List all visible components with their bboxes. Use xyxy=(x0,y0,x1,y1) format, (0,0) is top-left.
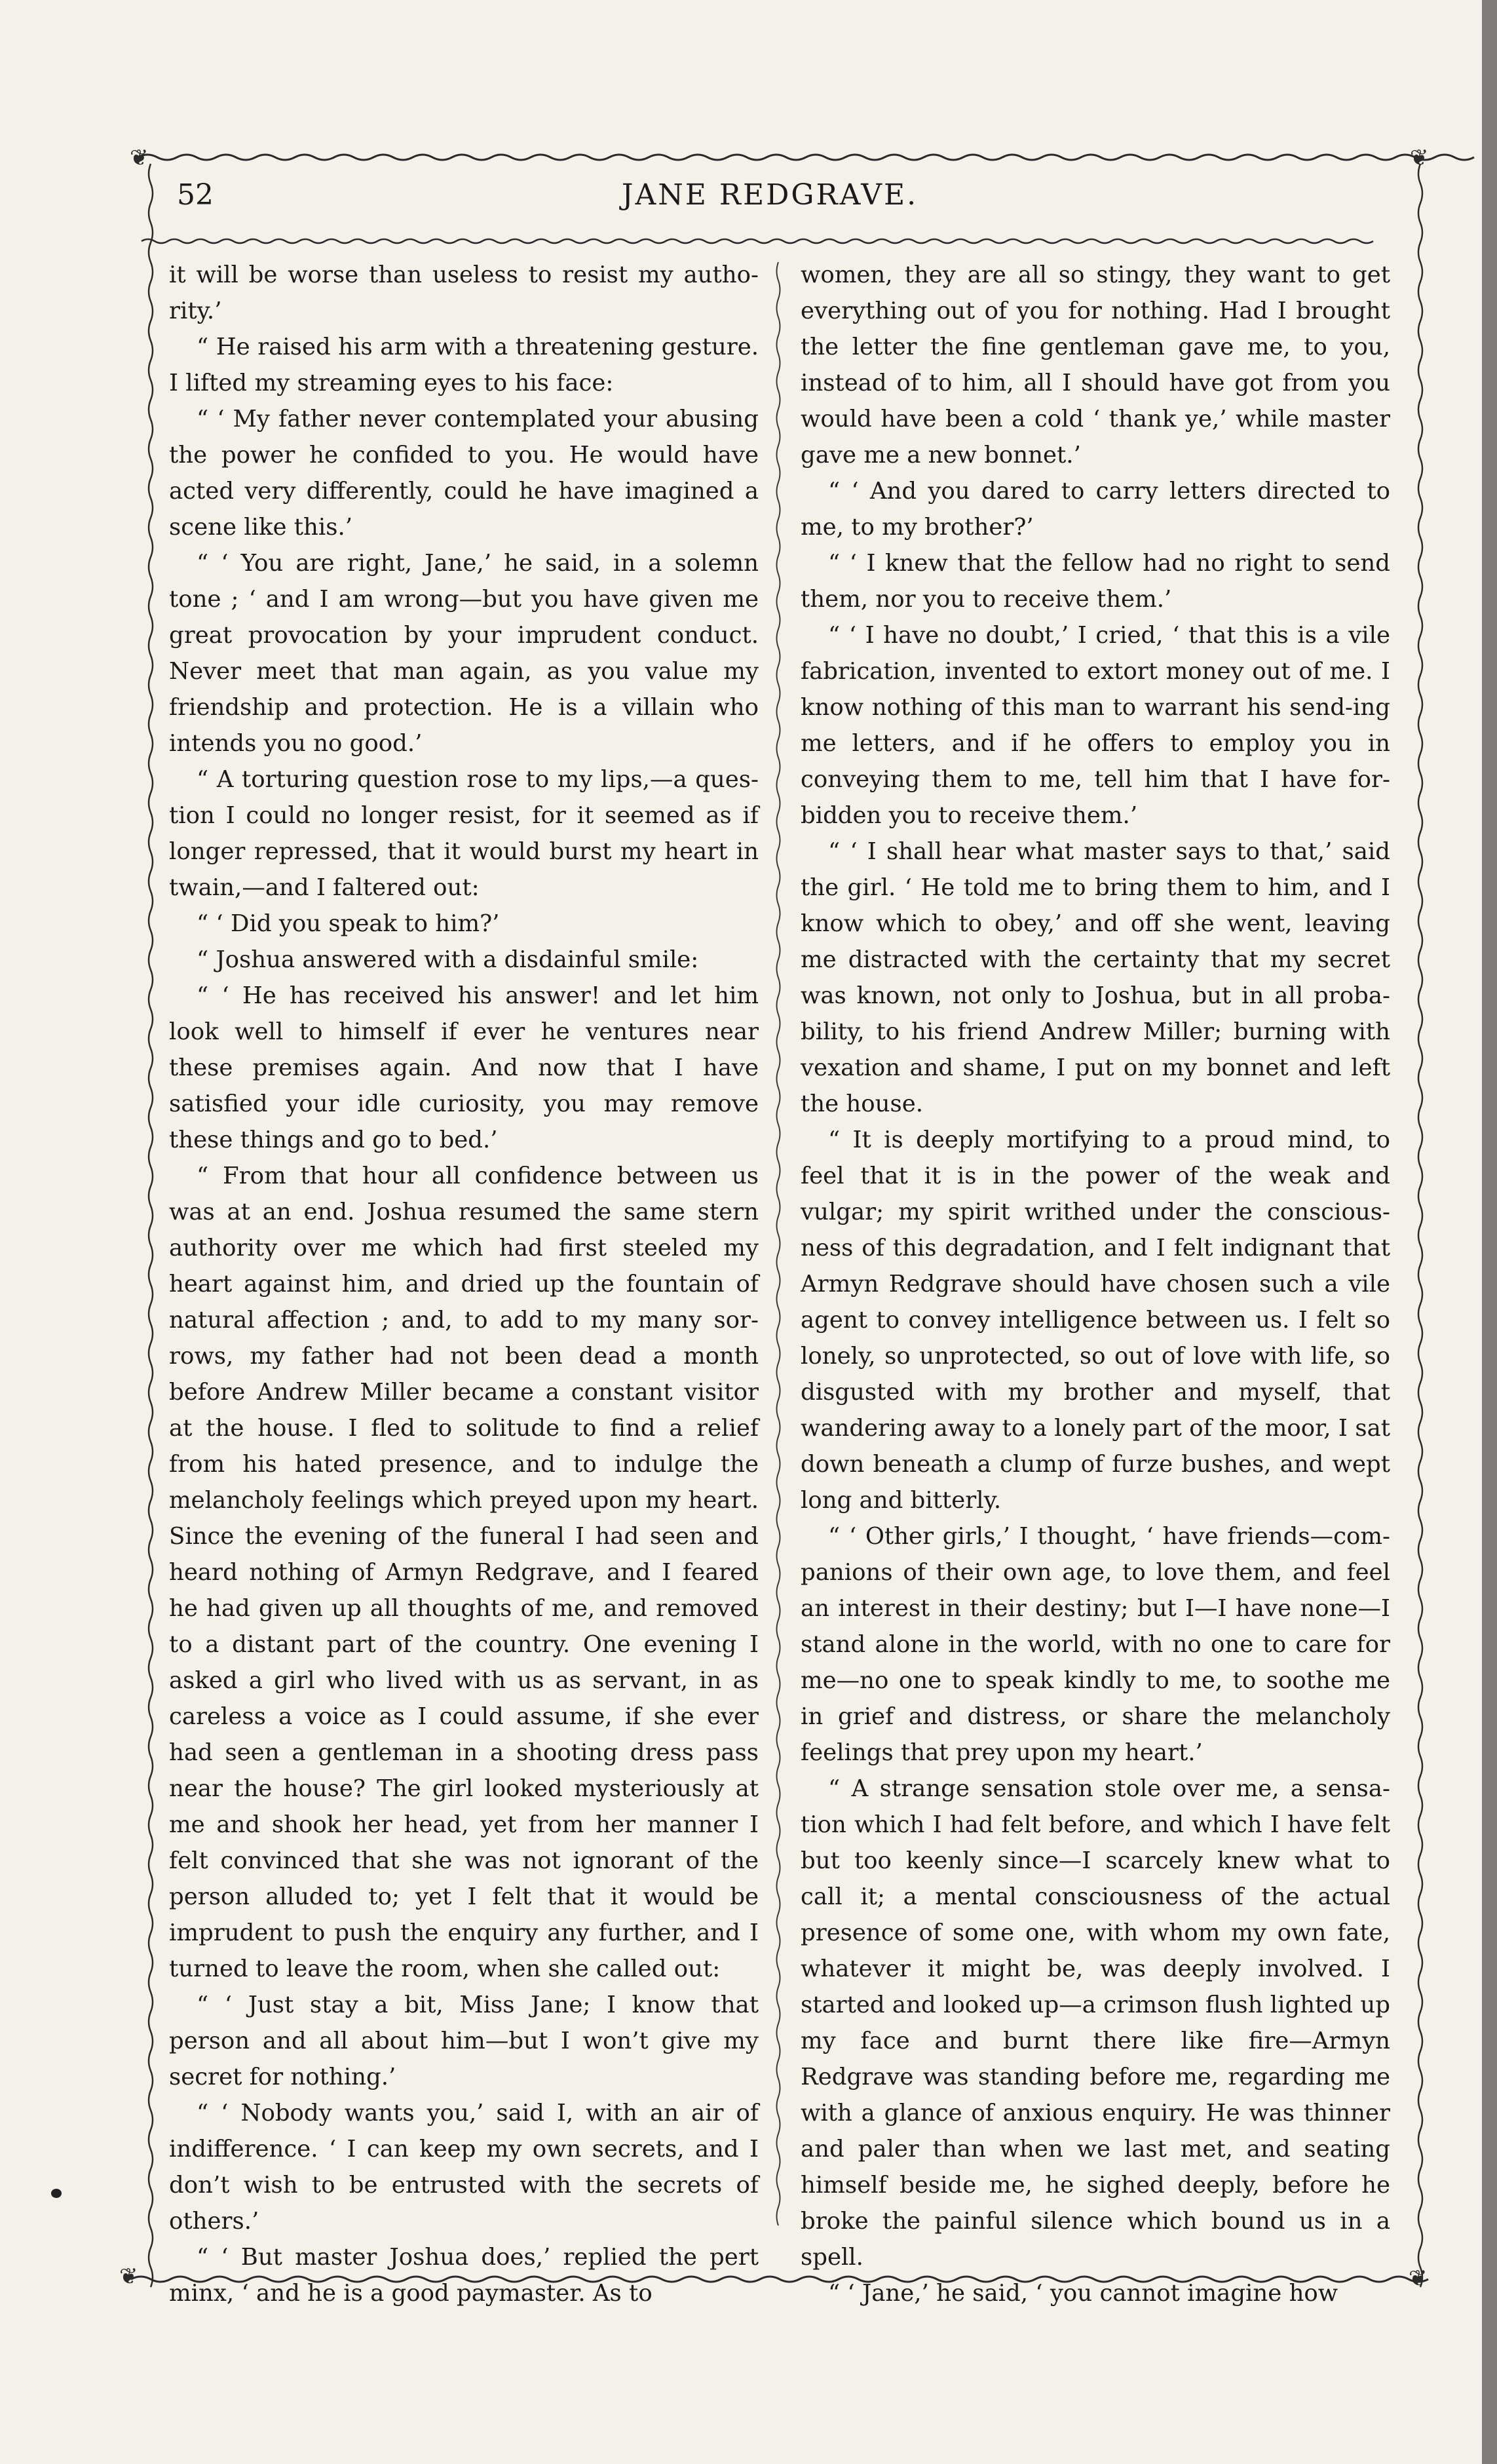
paragraph: “ ‘ And you dared to carry letters directed to me, to my brother?’ xyxy=(801,478,1390,541)
paragraph: “ ‘ I knew that the fellow had no right to send them, nor you to receive them.’ xyxy=(801,550,1390,613)
paragraph: “ ‘ Nobody wants you,’ said I, with an air of indifference. ‘ I can keep my own secrets, and I don’t wish to be entrusted with the secrets of others.’ xyxy=(169,2100,759,2235)
ink-speck xyxy=(51,2189,62,2198)
paragraph: “ A torturing question rose to my lips,—a ques-tion I could no longer resist, for it seemed as if longer repressed, that it would burst my heart in twain,—and I faltered out: xyxy=(169,766,759,901)
header-wavy-rule xyxy=(142,239,1373,243)
left-text-column xyxy=(169,257,759,2307)
top-wavy-rule xyxy=(138,155,1474,160)
paragraph: “ ‘ Just stay a bit, Miss Jane; I know that person and all about him—but I won’t give my secret for nothing.’ xyxy=(169,1992,759,2090)
paragraph: it will be worse than useless to resist my autho-rity.’ xyxy=(169,261,759,324)
paragraph: “ ‘ My father never contemplated your abusing the power he confided to you. He would have acted very differently, could he have imagined a scene like this.’ xyxy=(169,406,759,541)
paragraph: “ A strange sensation stole over me, a sensa-tion which I had felt before, and which I have felt but too keenly since—I scarcely knew what to call it; a mental consciousness of the actual presence of some one, with whom my own fate, whatever it might be, was deeply involved. I started and looked up—a crimson flush lighted up my face and burnt there like fire—Armyn Redgrave was standing before me, regarding me with a glance of anxious enquiry. He was thinner and paler than when we last met, and seating himself beside me, he sighed deeply, before he broke the painful silence which bound us in a spell. xyxy=(801,1775,1390,2271)
running-head xyxy=(138,176,1402,221)
paragraph: “ From that hour all confidence between us was at an end. Joshua resumed the same stern authority over me which had first steeled my heart against him, and dried up the fountain of natural affection ; and, to add to my many sor-rows, my father had not been dead a month before Andrew Miller became a constant visitor at the house. I fled to solitude to find a relief from his hated presence, and to indulge the melancholy feelings which preyed upon my heart. Since the evening of the funeral I had seen and heard nothing of Armyn Redgrave, and I feared he had given up all thoughts of me, and removed to a distant part of the country. One evening I asked a girl who lived with us as servant, in as careless a voice as I could assume, if she ever had seen a gentleman in a shooting dress pass near the house? The girl looked mysteriously at me and shook her head, yet from her manner I felt convinced that she was not ignorant of the person alluded to; yet I felt that it would be imprudent to push the enquiry any further, and I turned to leave the room, when she called out: xyxy=(169,1163,759,1982)
paragraph: “ Joshua answered with a disdainful smile: xyxy=(197,946,699,973)
paragraph: “ ‘ Did you speak to him?’ xyxy=(197,910,500,937)
corner-ornament-bottom-right: ❦ xyxy=(1409,2265,1428,2292)
paragraph: “ ‘ I have no doubt,’ I cried, ‘ that this is a vile fabrication, invented to extort money out of me. I know nothing of this man to warrant his send-ing me letters, and if he offers to employ you in conveying them to me, tell him that I have for-bidden you to receive them.’ xyxy=(801,622,1390,829)
paragraph: “ ‘ Jane,’ he said, ‘ you cannot imagine how xyxy=(828,2280,1338,2307)
page-edge-shadow xyxy=(1482,0,1497,2464)
paragraph: “ ‘ I shall hear what master says to that,’ said the girl. ‘ He told me to bring them to him, and I know which to obey,’ and off she went, leaving me distracted with the certainty that my secret was known, not only to Joshua, but in all proba-bility, to his friend Andrew Miller; burning with vexation and shame, I put on my bonnet and left the house. xyxy=(801,838,1390,1117)
paragraph: “ ‘ He has received his answer! and let him look well to himself if ever he ventures near these premises again. And now that I have satisfied your idle curiosity, you may remove these things and go to bed.’ xyxy=(169,982,759,1153)
page-number: 52 xyxy=(177,178,214,212)
corner-ornament-top-right: ❦ xyxy=(1410,145,1429,171)
right-wavy-border xyxy=(1418,164,1422,2287)
column-divider xyxy=(777,262,780,2225)
corner-ornament-bottom-left: ❦ xyxy=(119,2263,138,2290)
paragraph: “ ‘ But master Joshua does,’ replied the pert minx, ‘ and he is a good paymaster. As to xyxy=(169,2244,759,2307)
page-title: JANE REDGRAVE. xyxy=(621,178,919,212)
paragraph: women, they are all so stingy, they want to get everything out of you for nothing. Had I brought the letter the fine gentleman gave me, to you, instead of to him, all I should have got from you would have been a cold ‘ thank ye,’ while master gave me a new bonnet.’ xyxy=(801,261,1390,469)
paragraph: “ It is deeply mortifying to a proud mind, to feel that it is in the power of the weak and vulgar; my spirit writhed under the conscious-ness of this degradation, and I felt indignant that Armyn Redgrave should have chosen such a vile agent to convey intelligence between us. I felt so lonely, so unprotected, so out of love with life, so disgusted with my brother and myself, that wandering away to a lonely part of the moor, I sat down beneath a clump of furze bushes, and wept long and bitterly. xyxy=(801,1126,1390,1514)
left-wavy-border xyxy=(149,164,153,2287)
paragraph: “ ‘ Other girls,’ I thought, ‘ have friends—com-panions of their own age, to love them, and feel an interest in their destiny; but I—I have none—I stand alone in the world, with no one to care for me—no one to speak kindly to me, to soothe me in grief and distress, or share the melancholy feelings that prey upon my heart.’ xyxy=(801,1523,1390,1766)
paragraph: “ He raised his arm with a threatening gesture. I lifted my streaming eyes to his face: xyxy=(169,334,759,396)
corner-ornament-top-left: ❦ xyxy=(130,145,149,171)
right-text-column xyxy=(801,257,1390,2307)
paragraph: “ ‘ You are right, Jane,’ he said, in a solemn tone ; ‘ and I am wrong—but you have given me great provocation by your imprudent conduct. Never meet that man again, as you value my friendship and protection. He is a villain who intends you no good.’ xyxy=(169,550,759,757)
